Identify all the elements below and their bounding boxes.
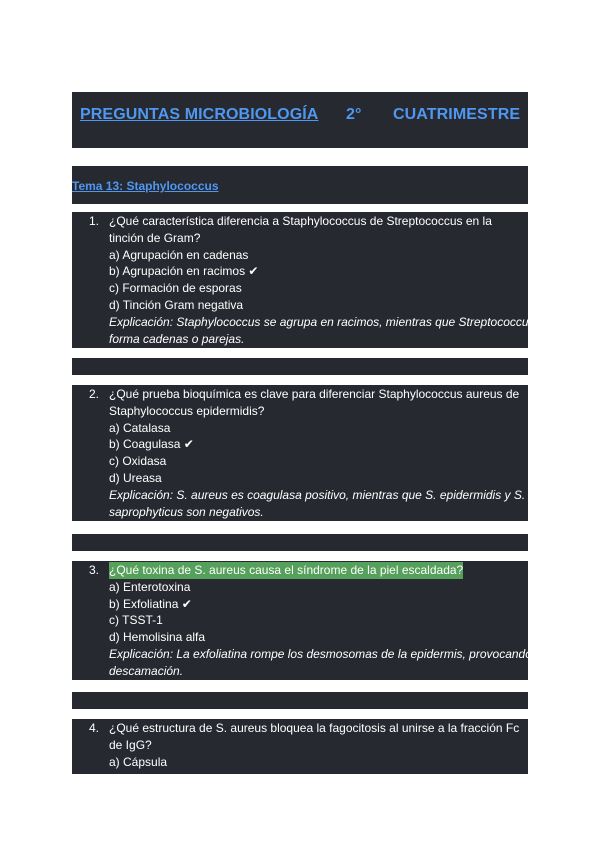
answer-option: d) Tinción Gram negativa bbox=[109, 298, 244, 312]
question-block-2 bbox=[72, 385, 528, 521]
question-number: 4. bbox=[89, 721, 100, 735]
explanation-text: saprophyticus son negativos. bbox=[109, 504, 264, 519]
title-part-1: PREGUNTAS MICROBIOLOGÍA bbox=[80, 106, 319, 123]
question-text: ¿Qué prueba bioquímica es clave para diferenciar Staphylococcus aureus de bbox=[109, 387, 520, 401]
answer-option: d) Ureasa bbox=[109, 471, 162, 485]
answer-option: c) Formación de esporas bbox=[109, 281, 242, 296]
question-text: tinción de Gram? bbox=[109, 230, 201, 245]
separator-bar bbox=[72, 358, 528, 375]
document-title bbox=[80, 106, 521, 124]
separator-bar bbox=[72, 692, 528, 709]
answer-option: b) Exfoliatina ✔ bbox=[109, 596, 192, 611]
explanation-text: forma cadenas o parejas. bbox=[109, 331, 245, 346]
topic-banner bbox=[72, 166, 528, 204]
explanation-text: Explicación: La exfoliatina rompe los desmosomas de la epidermis, provocando bbox=[109, 647, 532, 661]
question-block-1 bbox=[72, 212, 535, 348]
separator-bar bbox=[72, 534, 528, 551]
question-text: ¿Qué característica diferencia a Staphylococcus de Streptococcus en la bbox=[109, 214, 492, 228]
explanation-text: Explicación: Staphylococcus se agrupa en racimos, mientras que Streptococcus bbox=[109, 314, 535, 329]
answer-option: b) Coagulasa ✔ bbox=[109, 437, 194, 452]
title-part-2: 2° bbox=[346, 106, 362, 123]
explanation-text: descamación. bbox=[109, 663, 184, 678]
explanation-text: Explicación: S. aureus es coagulasa positivo, mientras que S. epidermidis y S. bbox=[109, 487, 526, 502]
title-part-3: CUATRIMESTRE bbox=[393, 106, 521, 123]
answer-option: b) Agrupación en racimos ✔ bbox=[109, 264, 259, 279]
question-block-4 bbox=[72, 719, 528, 774]
answer-option: c) Oxidasa bbox=[109, 454, 167, 469]
question-number: 2. bbox=[89, 387, 100, 401]
answer-option: a) Catalasa bbox=[109, 420, 171, 435]
answer-option: a) Cápsula bbox=[109, 754, 168, 769]
question-text: de IgG? bbox=[109, 737, 152, 752]
highlighted-question-text: ¿Qué toxina de S. aureus causa el síndrome de la piel escaldada? bbox=[109, 563, 464, 577]
question-number: 3. bbox=[89, 563, 100, 577]
title-banner bbox=[72, 92, 528, 148]
answer-option: c) TSST-1 bbox=[109, 613, 163, 628]
topic-heading: Tema 13: Staphylococcus bbox=[72, 179, 219, 193]
answer-option: a) Enterotoxina bbox=[109, 579, 191, 594]
answer-option: a) Agrupación en cadenas bbox=[109, 247, 249, 262]
question-number: 1. bbox=[89, 214, 100, 228]
question-text: Staphylococcus epidermidis? bbox=[109, 403, 265, 418]
question-block-3 bbox=[72, 561, 532, 680]
question-text: ¿Qué estructura de S. aureus bloquea la fagocitosis al unirse a la fracción Fc bbox=[109, 721, 520, 735]
answer-option: d) Hemolisina alfa bbox=[109, 630, 206, 645]
